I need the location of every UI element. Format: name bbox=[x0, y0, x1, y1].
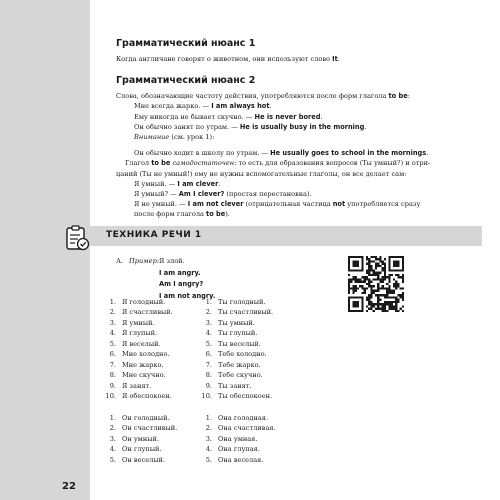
list-item-number: 5. bbox=[205, 455, 212, 464]
list-item-text: Я обеспокоен. bbox=[122, 392, 172, 401]
list-item-text: Тебе скучно. bbox=[218, 371, 263, 380]
list-item-number: 4. bbox=[205, 445, 212, 454]
list-item bbox=[200, 318, 273, 328]
list-item bbox=[104, 444, 177, 454]
list-item-number: 8. bbox=[205, 371, 212, 380]
list-item bbox=[104, 370, 173, 380]
list-item-text: Я занят. bbox=[122, 381, 152, 390]
example-english: I am angry. bbox=[159, 268, 201, 277]
list-item-text: Она голодная. bbox=[218, 414, 269, 422]
list-item-text: Я голодный. bbox=[122, 298, 166, 306]
nuance-1-text: Когда англичане говорят о животном, они используют слово It. bbox=[116, 55, 340, 63]
list-item bbox=[104, 318, 173, 328]
list-item-number: 9. bbox=[205, 381, 212, 390]
list-item-number: 3. bbox=[109, 434, 116, 443]
list-item-text: Мне холодно. bbox=[122, 350, 170, 359]
list-item-text: Ты глупый. bbox=[218, 329, 258, 338]
list-item-text: Мне скучно. bbox=[122, 371, 166, 380]
list-item-number: 1. bbox=[205, 298, 212, 306]
example-russian: Я злой. bbox=[159, 257, 185, 265]
nuance-2-intro: Слова, обозначающие частоту действия, употребляются после форм глагола to be: bbox=[116, 92, 410, 101]
attention-note: Внимание (см. урок 1): bbox=[134, 133, 215, 142]
list-item bbox=[104, 328, 173, 338]
list-item-number: 2. bbox=[109, 308, 116, 317]
list-item-text: Ты веселый. bbox=[218, 339, 261, 348]
list-item-number: 6. bbox=[109, 350, 116, 359]
list-item bbox=[200, 434, 276, 444]
list-item-number: 4. bbox=[109, 445, 116, 454]
list-item-number: 8. bbox=[109, 371, 116, 380]
list-item-text: Я умный. bbox=[122, 318, 155, 327]
example-line: Я не умный. — I am not clever (отрицательная частица not употребляется сразу bbox=[134, 200, 421, 209]
list-item bbox=[200, 455, 276, 465]
list-item bbox=[200, 370, 273, 380]
example-line: Он обычно занят по утрам. — He is usually busy in the morning. bbox=[134, 122, 367, 131]
page-number: 22 bbox=[62, 481, 76, 492]
list-item bbox=[200, 423, 276, 433]
example-label: Пример: bbox=[129, 257, 160, 265]
list-item-number: 5. bbox=[205, 339, 212, 348]
list-item bbox=[200, 444, 276, 454]
list-item-text: Ты счастливый. bbox=[218, 308, 274, 317]
list-item-number: 4. bbox=[109, 329, 116, 338]
example-line-cont: после форм глагола to be). bbox=[134, 210, 230, 219]
list-item-number: 9. bbox=[109, 381, 116, 390]
grammar-section bbox=[116, 38, 472, 220]
list-item-text: Ты голодный. bbox=[218, 298, 266, 306]
list-item-number: 4. bbox=[205, 329, 212, 338]
list-item-number: 2. bbox=[109, 424, 116, 433]
list-item-text: Она глупая. bbox=[218, 445, 260, 454]
list-item-text: Она счастливая. bbox=[218, 424, 276, 433]
list-item bbox=[200, 381, 273, 391]
list-item bbox=[104, 349, 173, 359]
list-item-text: Я глупый. bbox=[122, 329, 158, 338]
list-item bbox=[200, 297, 273, 307]
list-item-number: 1. bbox=[205, 414, 212, 422]
list-item-text: Мне жарко. bbox=[122, 360, 164, 369]
to-be-paragraph-cont: цаний (Ты не умный!) ему не нужны вспомогательные глаголы, он все делает сам: bbox=[116, 169, 407, 178]
qr-code bbox=[348, 256, 404, 312]
list-b-right bbox=[200, 413, 276, 465]
list-item-text: Она веселая. bbox=[218, 455, 264, 464]
list-item-text: Я веселый. bbox=[122, 339, 161, 348]
list-item bbox=[200, 339, 273, 349]
list-item-number: 2. bbox=[205, 424, 212, 433]
list-item-number: 5. bbox=[109, 455, 116, 464]
clipboard-check-icon bbox=[63, 224, 91, 252]
list-item-text: Ты обеспокоен. bbox=[218, 392, 273, 401]
list-item-text: Она умная. bbox=[218, 434, 258, 443]
example-line: Он обычно ходит в школу по утрам. — He usually goes to school in the mornings. bbox=[134, 149, 429, 158]
list-a-right bbox=[200, 297, 273, 402]
list-b-left bbox=[104, 413, 177, 465]
list-item-number: 1. bbox=[109, 414, 116, 422]
list-item bbox=[104, 339, 173, 349]
nuance-2-title: Грамматический нюанс 2 bbox=[116, 75, 256, 87]
list-item-text: Тебе холодно. bbox=[218, 350, 267, 359]
list-item bbox=[200, 360, 273, 370]
example-block bbox=[116, 256, 346, 302]
list-item-text: Он веселый. bbox=[122, 455, 166, 464]
example-english: I am not angry. bbox=[159, 291, 216, 300]
list-item-number: 3. bbox=[205, 434, 212, 443]
example-english: Am I angry? bbox=[159, 280, 204, 288]
example-line: Мне всегда жарко. — I am always hot. bbox=[134, 102, 272, 111]
list-item bbox=[104, 455, 177, 465]
list-item bbox=[104, 434, 177, 444]
list-item bbox=[200, 307, 273, 317]
list-item bbox=[200, 391, 273, 401]
list-item-text: Он счастливый. bbox=[122, 424, 178, 433]
exercise-letter: А. bbox=[116, 257, 124, 265]
list-item-number: 3. bbox=[109, 318, 116, 327]
list-item-number: 6. bbox=[205, 350, 212, 359]
list-item-text: Тебе жарко. bbox=[218, 360, 261, 369]
list-item bbox=[104, 360, 173, 370]
list-item bbox=[200, 349, 273, 359]
list-item-number: 3. bbox=[205, 318, 212, 327]
list-item-number: 10. bbox=[105, 392, 116, 401]
list-item bbox=[104, 413, 177, 423]
list-item-number: 1. bbox=[109, 298, 116, 306]
example-line: Ему никогда не бывает скучно. — He is never bored. bbox=[134, 112, 323, 121]
list-item-text: Он умный. bbox=[122, 434, 160, 443]
list-item bbox=[104, 307, 173, 317]
list-item bbox=[104, 423, 177, 433]
list-item-number: 5. bbox=[109, 339, 116, 348]
nuance-1-title: Грамматический нюанс 1 bbox=[116, 38, 256, 49]
technique-title: ТЕХНИКА РЕЧИ 1 bbox=[106, 230, 202, 240]
list-item-text: Он голодный. bbox=[122, 414, 170, 422]
list-item bbox=[104, 297, 173, 307]
list-item bbox=[200, 413, 276, 423]
list-item-text: Ты умный. bbox=[218, 318, 255, 327]
list-item-number: 7. bbox=[205, 360, 212, 369]
list-a-left bbox=[104, 297, 173, 402]
list-item bbox=[104, 391, 173, 401]
to-be-paragraph: Глагол to be самодостаточен: то есть для образования вопросов (Ты умный?) и отри- bbox=[125, 159, 431, 168]
example-line: Я умный? — Am I clever? (простая перестановка). bbox=[134, 190, 312, 199]
list-item-text: Ты занят. bbox=[218, 381, 252, 390]
list-item-number: 7. bbox=[109, 360, 116, 369]
list-item bbox=[104, 381, 173, 391]
list-item-text: Я счастливый. bbox=[122, 308, 173, 317]
list-item-number: 10. bbox=[201, 392, 212, 401]
list-item-text: Он глупый. bbox=[122, 445, 162, 454]
list-item bbox=[200, 328, 273, 338]
list-item-number: 2. bbox=[205, 308, 212, 317]
example-line: Я умный. — I am clever. bbox=[134, 179, 221, 188]
